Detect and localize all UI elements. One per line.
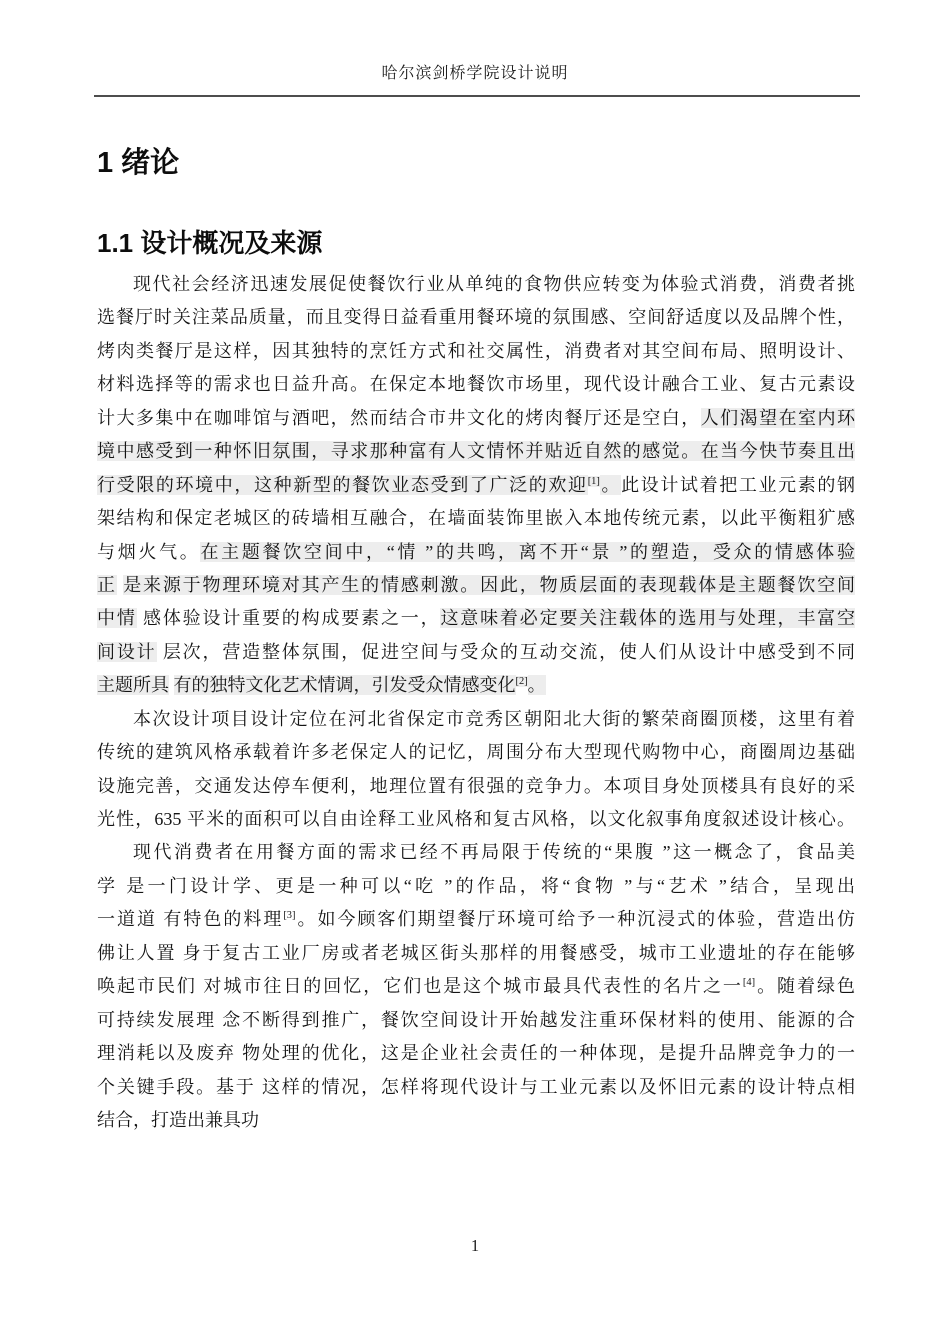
text-line xyxy=(97,602,855,635)
text-line xyxy=(97,937,855,970)
text-line xyxy=(97,870,855,903)
text-segment: 佛让人置 身于复古工业厂房或者老城区街头那样的用餐感受，城市工业遗址的存在能够 xyxy=(97,942,855,963)
text-line xyxy=(97,736,855,769)
text-segment: 与烟火气。 xyxy=(97,541,201,562)
text-segment: 中情 xyxy=(97,608,137,629)
chapter-heading: 1 绪论 xyxy=(97,147,180,179)
text-segment: 。 xyxy=(599,474,622,495)
paragraph xyxy=(97,703,855,837)
text-segment: 计大多集中在咖啡馆与酒吧，然而结合市井文化的烤肉餐厅还是空白， xyxy=(97,407,701,428)
citation-superscript: [2] xyxy=(515,676,528,688)
text-segment: 架结构和保定老城区的砖墙相互融合，在墙面装饰里嵌入本地传统元素，以此平衡粗犷感 xyxy=(97,508,855,529)
text-segment: 设施完善，交通发达停车便利，地理位置有很强的竞争力。本项目身处顶楼具有良好的采 xyxy=(97,775,855,796)
text-line xyxy=(97,1104,855,1137)
text-line xyxy=(97,703,855,736)
text-segment: 烤肉类餐厅是这样，因其独特的烹饪方式和社交属性，消费者对其空间布局、照明设计、 xyxy=(97,340,855,361)
text-segment: 一道道 有特色的料理 xyxy=(97,909,284,930)
text-segment: 个关键手段。基于 这样的情况，怎样将现代设计与工业元素以及怀旧元素的设计特点相 xyxy=(97,1076,855,1097)
text-segment: 正 xyxy=(97,574,117,595)
citation-superscript: [3] xyxy=(283,910,296,922)
text-segment: 层次，营造整体氛围，促进空间与受众的互动交流，使人们从设计中感受到不同 xyxy=(156,641,856,662)
text-segment: 有的独特文化艺术情调，引发受众情感变化 xyxy=(173,675,516,696)
text-segment: 可持续发展理 念不断得到推广，餐饮空间设计开始越发注重环保材料的使用、能源的合 xyxy=(97,1009,855,1030)
text-segment: 此设计试着把工业元素的钢 xyxy=(621,474,856,495)
text-segment: 感体验设计重要的构成要素之一， xyxy=(136,608,441,629)
text-line xyxy=(97,268,855,301)
text-segment: 主题所具 xyxy=(97,675,169,696)
text-line xyxy=(97,1071,855,1104)
text-segment: 这意味着必定要关注载体的选用与处理，丰富空 xyxy=(440,608,856,629)
text-line xyxy=(97,301,855,334)
text-segment: 人们渴望在室内环 xyxy=(700,407,856,428)
text-line xyxy=(97,1004,855,1037)
text-segment: 理消耗以及废弃 物处理的优化，这是企业社会责任的一种体现，是提升品牌竞争力的一 xyxy=(97,1043,855,1064)
paragraph xyxy=(97,836,855,1137)
paragraph xyxy=(97,268,855,703)
section-heading: 1.1 设计概况及来源 xyxy=(97,228,323,258)
text-line xyxy=(97,469,855,502)
text-line xyxy=(97,770,855,803)
citation-superscript: [4] xyxy=(742,977,756,989)
text-segment: 。随着绿色 xyxy=(755,976,856,997)
text-segment: 间设计 xyxy=(97,641,157,662)
text-segment: 现代社会经济迅速发展促使餐饮行业从单纯的食物供应转变为体验式消费，消费者挑 xyxy=(133,274,855,294)
text-line xyxy=(97,669,855,702)
text-line xyxy=(97,335,855,368)
page-number: 1 xyxy=(470,1236,480,1255)
text-segment: 唤起市民们 对城市往日的回忆，它们也是这个城市最具代表性的名片之一 xyxy=(97,976,743,997)
text-segment: 行受限的环境中，这种新型的餐饮业态受到了广泛的欢迎 xyxy=(97,474,588,495)
page-header-title: 哈尔滨剑桥学院设计说明 xyxy=(381,65,569,82)
text-segment: 光性，635 平米的面积可以自由诠释工业风格和复古风格，以文化叙事角度叙述设计核心。 xyxy=(97,809,855,829)
header-rule xyxy=(94,95,860,97)
text-segment: 。 xyxy=(527,675,546,696)
text-segment xyxy=(169,675,174,695)
text-line xyxy=(97,569,855,602)
text-segment: 学 是一门设计学、更是一种可以“吃 ”的作品，将“食物 ”与“艺术 ”结合，呈现出 xyxy=(97,875,855,896)
text-line xyxy=(97,803,855,836)
text-segment: 传统的建筑风格承载着许多老保定人的记忆，周围分布大型现代购物中心，商圈周边基础 xyxy=(97,742,855,763)
text-segment: 在主题餐饮空间中，“情 ”的共鸣，离不开“景 ”的塑造，受众的情感体验 xyxy=(200,541,855,562)
text-line xyxy=(97,636,855,669)
text-line xyxy=(97,368,855,401)
text-line xyxy=(97,402,855,435)
text-segment: 本次设计项目设计定位在河北省保定市竞秀区朝阳北大街的繁荣商圈顶楼，这里有着 xyxy=(133,708,855,729)
text-segment: 结合，打造出兼具功 xyxy=(97,1109,259,1130)
text-segment: 选餐厅时关注菜品质量，而且变得日益看重用餐环境的氛围感、空间舒适度以及品牌个性， xyxy=(97,307,855,328)
text-segment: 是来源于物理环境对其产生的情感刺激。因此，物质层面的表现载体是主题餐饮空间 xyxy=(123,574,856,595)
text-segment: 境中感受到一种怀旧氛围，寻求那种富有人文情怀并贴近自然的感觉。在当今快节奏且出 xyxy=(97,441,855,462)
text-line xyxy=(97,970,855,1003)
document-body xyxy=(97,268,855,1137)
text-line xyxy=(97,435,855,468)
citation-superscript: [1] xyxy=(587,475,600,487)
text-line xyxy=(97,1037,855,1070)
text-line xyxy=(97,836,855,869)
text-segment: 现代消费者在用餐方面的需求已经不再局限于传统的“果腹 ”这一概念了，食品美 xyxy=(133,842,855,863)
text-line xyxy=(97,502,855,535)
text-line xyxy=(97,903,855,936)
text-segment: 。如今顾客们期望餐厅环境可给予一种沉浸式的体验，营造出仿 xyxy=(295,909,856,930)
text-line xyxy=(97,536,855,569)
text-segment: 材料选择等的需求也日益升高。在保定本地餐饮市场里，现代设计融合工业、复古元素设 xyxy=(97,374,855,395)
